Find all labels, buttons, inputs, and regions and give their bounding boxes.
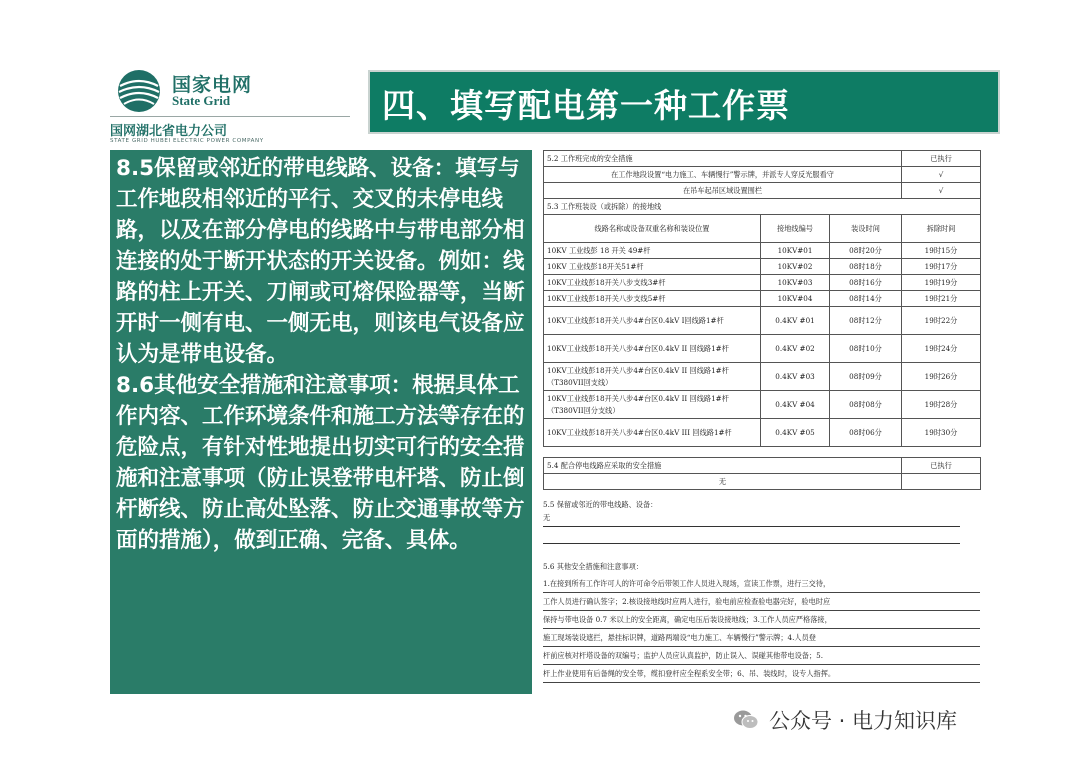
remove-time: 19时28分 [902, 391, 981, 419]
note-line: 保持与带电设备 0.7 米以上的安全距离，确定电压后装设接地线；3.工作人员应严格落接， [543, 611, 980, 629]
check-mark: √ [902, 183, 981, 199]
ground-number: 0.4KV #04 [761, 391, 830, 419]
section-5-2-label: 5.2 工作班完成的安全措施 [544, 151, 902, 167]
section-5-4-value: 无 [544, 474, 902, 490]
ground-location: 10KV 工业线彭18开关51#杆 [544, 259, 761, 275]
ground-number: 10KV#04 [761, 291, 830, 307]
header-remove-time: 拆除时间 [902, 215, 981, 243]
wechat-icon [733, 707, 759, 733]
remove-time: 19时22分 [902, 307, 981, 335]
ground-number: 0.4KV #03 [761, 363, 830, 391]
section-5-4-mark [902, 474, 981, 490]
note-line: 杆上作业使用有后备绳的安全带，缆扣登杆应全程系安全带；6、吊、装线时，设专人指挥。 [543, 665, 980, 683]
remove-time: 19时19分 [902, 275, 981, 291]
logo-name-cn: 国家电网 [172, 74, 253, 96]
measure-row: 在吊车起吊区域设置围栏 [544, 183, 902, 199]
ground-location: 10KV工业线彭18开关八步4#台区0.4kV III 回线路1#杆 [544, 419, 761, 447]
header-number: 接地线编号 [761, 215, 830, 243]
state-grid-emblem-icon [116, 68, 162, 114]
slide-title-bar [368, 70, 1000, 134]
install-time: 08时20分 [830, 243, 902, 259]
paragraph-8-5: 8.5保留或邻近的带电线路、设备：填写与工作地段相邻近的平行、交叉的未停电线路，以及在部分停电的线路中与带电部分相连接的处于断开状态的开关设备。例如：线路的柱上开关、刀闸或可熔保险器等，当断开时一侧有电、一侧无电，则该电气设备应认为是带电设备。 [116, 156, 525, 367]
ground-number: 10KV#01 [761, 243, 830, 259]
install-time: 08时08分 [830, 391, 902, 419]
install-time: 08时16分 [830, 275, 902, 291]
logo-divider [110, 116, 350, 117]
note-line: 工作人员进行确认签字；2.核设接地线时应两人进行，验电前应检查验电器完好，验电时应 [543, 593, 980, 611]
install-time: 08时09分 [830, 363, 902, 391]
measure-row: 在工作地段设置“电力施工、车辆慢行”警示牌，并派专人穿反光服看守 [544, 167, 902, 183]
note-line: 杆前应核对杆塔设备的双编号；监护人员应认真监护，防止误入、误碰其他带电设备；5. [543, 647, 980, 665]
watermark-text: 公众号 · 电力知识库 [769, 709, 958, 733]
ground-location: 10KV工业线彭18开关八步支线3#杆 [544, 275, 761, 291]
ground-location: 10KV 工业线彭 18 开关 49#杆 [544, 243, 761, 259]
ground-number: 0.4KV #01 [761, 307, 830, 335]
wechat-watermark [733, 705, 1053, 735]
install-time: 08时12分 [830, 307, 902, 335]
header-install-time: 装设时间 [830, 215, 902, 243]
ground-location: 10KV工业线彭18开关八步4#台区0.4kV I回线路1#杆 [544, 307, 761, 335]
section-5-6 [543, 558, 980, 683]
remove-time: 19时24分 [902, 335, 981, 363]
state-grid-logo [110, 68, 360, 148]
section-5-5-blank-line [543, 530, 960, 544]
remove-time: 19时26分 [902, 363, 981, 391]
ground-location: 10KV工业线彭18开关八步4#台区0.4kV II 回线路1#杆（T380VII回支线） [544, 363, 761, 391]
section-5-3-label: 5.3 工作班装设（或拆除）的接地线 [544, 199, 981, 215]
section-5-4-label: 5.4 配合停电线路应采取的安全措施 [544, 458, 902, 474]
install-time: 08时14分 [830, 291, 902, 307]
remove-time: 19时30分 [902, 419, 981, 447]
paragraph-8-6: 8.6其他安全措施和注意事项：根据具体工作内容、工作环境条件和施工方法等存在的危险点，有针对性地提出切实可行的安全措施和注意事项（防止误登带电杆塔、防止倒杆断线、防止高处坠落、防止交通事故等方面的措施），做到正确、完备、具体。 [116, 373, 525, 553]
slide-title: 四、填写配电第一种工作票 [382, 86, 790, 125]
ground-location: 10KV工业线彭18开关八步4#台区0.4kV II 回线路1#杆（T380VII回分支线） [544, 391, 761, 419]
ground-number: 10KV#02 [761, 259, 830, 275]
ground-number: 10KV#03 [761, 275, 830, 291]
remove-time: 19时21分 [902, 291, 981, 307]
logo-name-en: State Grid [172, 93, 231, 108]
table-spacer [544, 447, 981, 458]
remove-time: 19时15分 [902, 243, 981, 259]
explanation-panel [110, 150, 532, 694]
section-5-4-status: 已执行 [902, 458, 981, 474]
ground-location: 10KV工业线彭18开关八步支线5#杆 [544, 291, 761, 307]
section-5-2-status: 已执行 [902, 151, 981, 167]
remove-time: 19时17分 [902, 259, 981, 275]
check-mark: √ [902, 167, 981, 183]
section-5-5-value: 无 [543, 513, 960, 527]
explanation-text [116, 153, 528, 556]
section-5-6-label: 5.6 其他安全措施和注意事项： [543, 562, 643, 571]
ground-number: 0.4KV #05 [761, 419, 830, 447]
logo-company-cn: 国网湖北省电力公司 [110, 124, 228, 139]
install-time: 08时10分 [830, 335, 902, 363]
note-line: 1.在接到所有工作许可人的许可命令后带领工作人员进入现场，宣读工作票，进行三交待， [543, 575, 980, 593]
install-time: 08时18分 [830, 259, 902, 275]
note-line: 施工现场装设遮拦，悬挂标识牌，道路两端设“电力施工、车辆慢行”警示牌；4.人员登 [543, 629, 980, 647]
logo-company-en: STATE GRID HUBEI ELECTRIC POWER COMPANY [110, 138, 264, 144]
install-time: 08时06分 [830, 419, 902, 447]
header-location: 线路名称或设备双重名称和装设位置 [544, 215, 761, 243]
section-5-5 [543, 500, 980, 544]
work-ticket-excerpt [543, 150, 980, 683]
safety-measures-table [543, 150, 981, 490]
ground-location: 10KV工业线彭18开关八步4#台区0.4kV II 回线路1#杆 [544, 335, 761, 363]
section-5-5-label: 5.5 保留或邻近的带电线路、设备： [543, 500, 658, 509]
ground-number: 0.4KV #02 [761, 335, 830, 363]
